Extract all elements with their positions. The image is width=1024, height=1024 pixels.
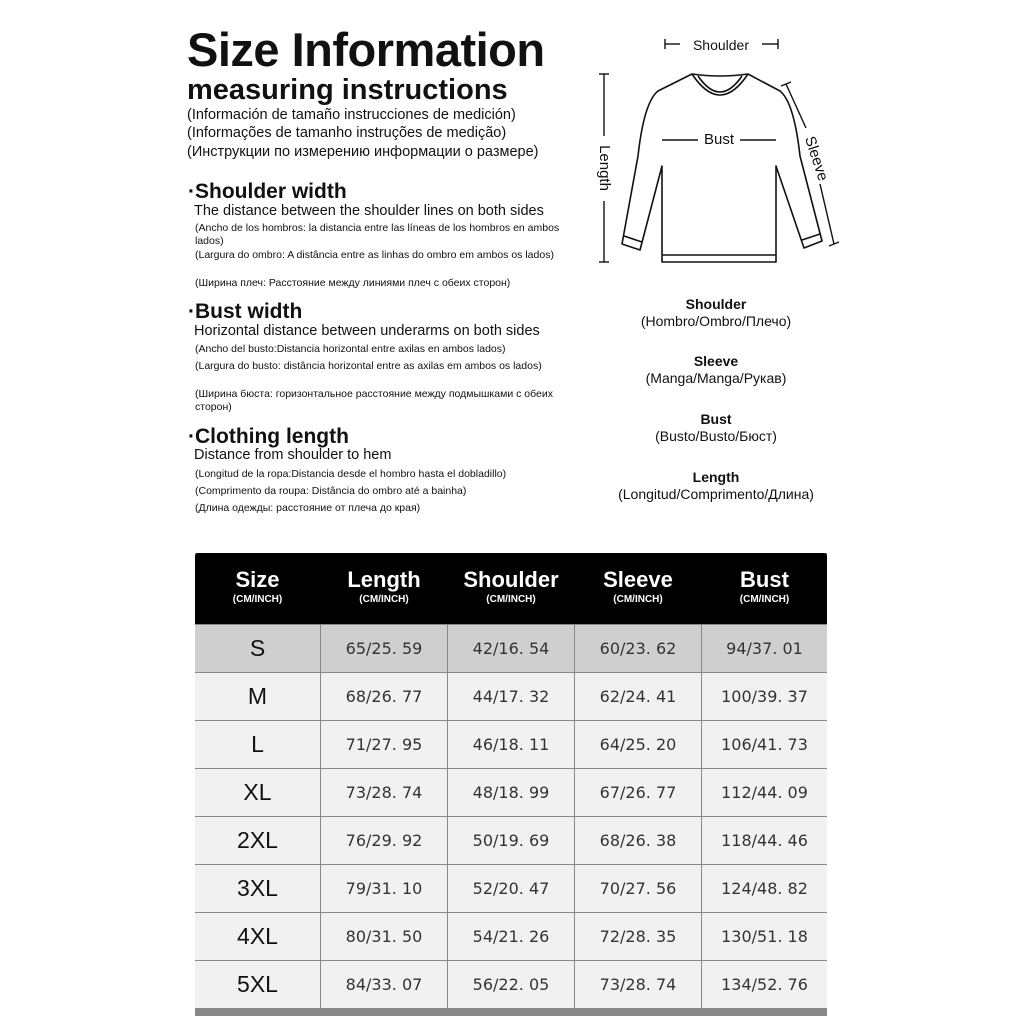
section-note-length-pt: (Comprimento da roupa: Distância do ombro até a bainha) xyxy=(195,485,467,497)
measurement-cell: 56/22. 05 xyxy=(448,961,574,1008)
column-header-unit: (CM/INCH) xyxy=(486,594,536,605)
section-note-shoulder-es: (Ancho de los hombros: la distancia entre las líneas de los hombros en ambos lados) xyxy=(195,222,560,247)
measurement-cell: 79/31. 10 xyxy=(321,865,447,912)
long-sleeve-shirt-diagram xyxy=(590,36,850,276)
size-cell: 4XL xyxy=(195,913,320,960)
size-cell: L xyxy=(195,721,320,768)
column-header-unit: (CM/INCH) xyxy=(739,594,790,605)
table-header xyxy=(195,553,827,624)
column-header xyxy=(575,553,701,624)
column-header-unit: (CM/INCH) xyxy=(613,594,663,605)
measurement-cell: 60/23. 62 xyxy=(575,625,701,672)
section-heading-bust: ·Bust width xyxy=(188,300,303,323)
diagram-label-length: Length xyxy=(596,145,613,191)
size-chart-table xyxy=(195,553,827,1016)
section-description-length: Distance from shoulder to hem xyxy=(194,447,392,463)
size-cell: 5XL xyxy=(195,961,320,1008)
legend-translation: (Busto/Busto/Бюст) xyxy=(655,428,777,444)
size-cell: M xyxy=(195,673,320,720)
measurement-cell: 100/39. 37 xyxy=(702,673,827,720)
table-row xyxy=(195,673,827,720)
measurement-cell: 44/17. 32 xyxy=(448,673,574,720)
legend-term: Length xyxy=(692,469,740,485)
column-header-label: Bust xyxy=(740,567,789,592)
section-description-shoulder: The distance between the shoulder lines on both sides xyxy=(194,203,544,219)
column-header xyxy=(702,553,827,624)
column-header xyxy=(321,553,447,624)
page-subtitle: measuring instructions xyxy=(187,74,508,106)
legend-sleeve xyxy=(600,353,832,387)
measurement-cell: 54/21. 26 xyxy=(448,913,574,960)
column-header-unit: (CM/INCH) xyxy=(232,594,283,605)
measurement-lines xyxy=(599,39,839,262)
column-header-unit: (CM/INCH) xyxy=(359,594,409,605)
size-cell: XL xyxy=(195,769,320,816)
section-note-bust-pt: (Largura do busto: distância horizontal entre as axilas em ambos os lados) xyxy=(195,360,542,372)
column-header-label: Shoulder xyxy=(463,567,559,592)
measurement-cell: 67/26. 77 xyxy=(575,769,701,816)
measurement-cell: 72/28. 35 xyxy=(575,913,701,960)
section-heading-length: ·Clothing length xyxy=(188,425,349,448)
column-header-label: Size xyxy=(235,567,280,592)
measurement-cell: 73/28. 74 xyxy=(321,769,447,816)
measurement-cell: 52/20. 47 xyxy=(448,865,574,912)
section-heading-shoulder: ·Shoulder width xyxy=(188,180,347,203)
section-note-bust-es: (Ancho del busto:Distancia horizontal entre axilas en ambos lados) xyxy=(195,343,506,355)
measurement-cell: 50/19. 69 xyxy=(448,817,574,864)
measurement-cell: 130/51. 18 xyxy=(702,913,827,960)
measurement-cell: 64/25. 20 xyxy=(575,721,701,768)
measurement-cell: 124/48. 82 xyxy=(702,865,827,912)
measurement-cell: 76/29. 92 xyxy=(321,817,447,864)
measurement-cell: 112/44. 09 xyxy=(702,769,827,816)
legend-length xyxy=(600,469,832,503)
measurement-cell: 80/31. 50 xyxy=(321,913,447,960)
measurement-cell: 73/28. 74 xyxy=(575,961,701,1008)
page-title: Size Information xyxy=(187,23,545,76)
measurement-cell: 94/37. 01 xyxy=(702,625,827,672)
measurement-cell: 42/16. 54 xyxy=(448,625,574,672)
section-description-bust: Horizontal distance between underarms on both sides xyxy=(194,323,540,339)
measurement-cell: 106/41. 73 xyxy=(702,721,827,768)
size-cell: 3XL xyxy=(195,865,320,912)
measurement-cell: 46/18. 11 xyxy=(448,721,574,768)
legend-term: Shoulder xyxy=(685,296,747,312)
diagram-label-shoulder: Shoulder xyxy=(692,37,750,53)
legend-translation: (Manga/Manga/Рукав) xyxy=(645,370,787,386)
measurement-cell: 68/26. 77 xyxy=(321,673,447,720)
column-header-label: Length xyxy=(347,567,421,592)
table-row xyxy=(195,721,827,768)
legend-translation: (Hombro/Ombro/Плечо) xyxy=(640,313,792,329)
measurement-cell: 118/44. 46 xyxy=(702,817,827,864)
column-header xyxy=(448,553,574,624)
section-note-bust-ru: (Ширина бюста: горизонтальное расстояние между подмышками с обеих сторон) xyxy=(195,388,553,413)
table-row xyxy=(195,865,827,912)
table-row xyxy=(195,625,827,672)
measurement-cell: 62/24. 41 xyxy=(575,673,701,720)
legend-bust xyxy=(600,411,832,445)
section-note-shoulder-pt: (Largura do ombro: A distância entre as linhas do ombro em ambos os lados) xyxy=(195,249,554,261)
measurement-cell: 65/25. 59 xyxy=(321,625,447,672)
column-header xyxy=(195,553,320,624)
diagram-label-sleeve: Sleeve xyxy=(801,134,832,184)
diagram-label-bust: Bust xyxy=(703,131,735,148)
table-row xyxy=(195,961,827,1008)
table-row xyxy=(195,769,827,816)
subtitle-translation-es: (Información de tamaño instrucciones de medición) xyxy=(187,107,516,123)
table-row xyxy=(195,913,827,960)
subtitle-translation-ru: (Инструкции по измерению информации о размере) xyxy=(187,144,539,160)
section-note-length-es: (Longitud de la ropa:Distancia desde el hombro hasta el dobladillo) xyxy=(195,468,507,480)
measurement-cell: 134/52. 76 xyxy=(702,961,827,1008)
legend-term: Bust xyxy=(700,411,732,427)
section-note-shoulder-ru: (Ширина плеч: Расстояние между линиями плеч с обеих сторон) xyxy=(195,277,511,289)
legend-translation: (Longitud/Comprimento/Длина) xyxy=(618,486,814,502)
measurement-cell: 48/18. 99 xyxy=(448,769,574,816)
legend-shoulder xyxy=(600,296,832,330)
table-row xyxy=(195,817,827,864)
measurement-cell: 70/27. 56 xyxy=(575,865,701,912)
measurement-cell: 71/27. 95 xyxy=(321,721,447,768)
size-cell: 2XL xyxy=(195,817,320,864)
legend-term: Sleeve xyxy=(693,353,739,369)
section-note-length-ru: (Длина одежды: расстояние от плеча до края) xyxy=(195,502,421,514)
size-cell: S xyxy=(195,625,320,672)
measurement-cell: 68/26. 38 xyxy=(575,817,701,864)
subtitle-translation-pt: (Informações de tamanho instruções de medição) xyxy=(187,125,507,141)
column-header-label: Sleeve xyxy=(603,567,673,592)
measurement-cell: 84/33. 07 xyxy=(321,961,447,1008)
shirt-outline-icon xyxy=(622,74,822,262)
